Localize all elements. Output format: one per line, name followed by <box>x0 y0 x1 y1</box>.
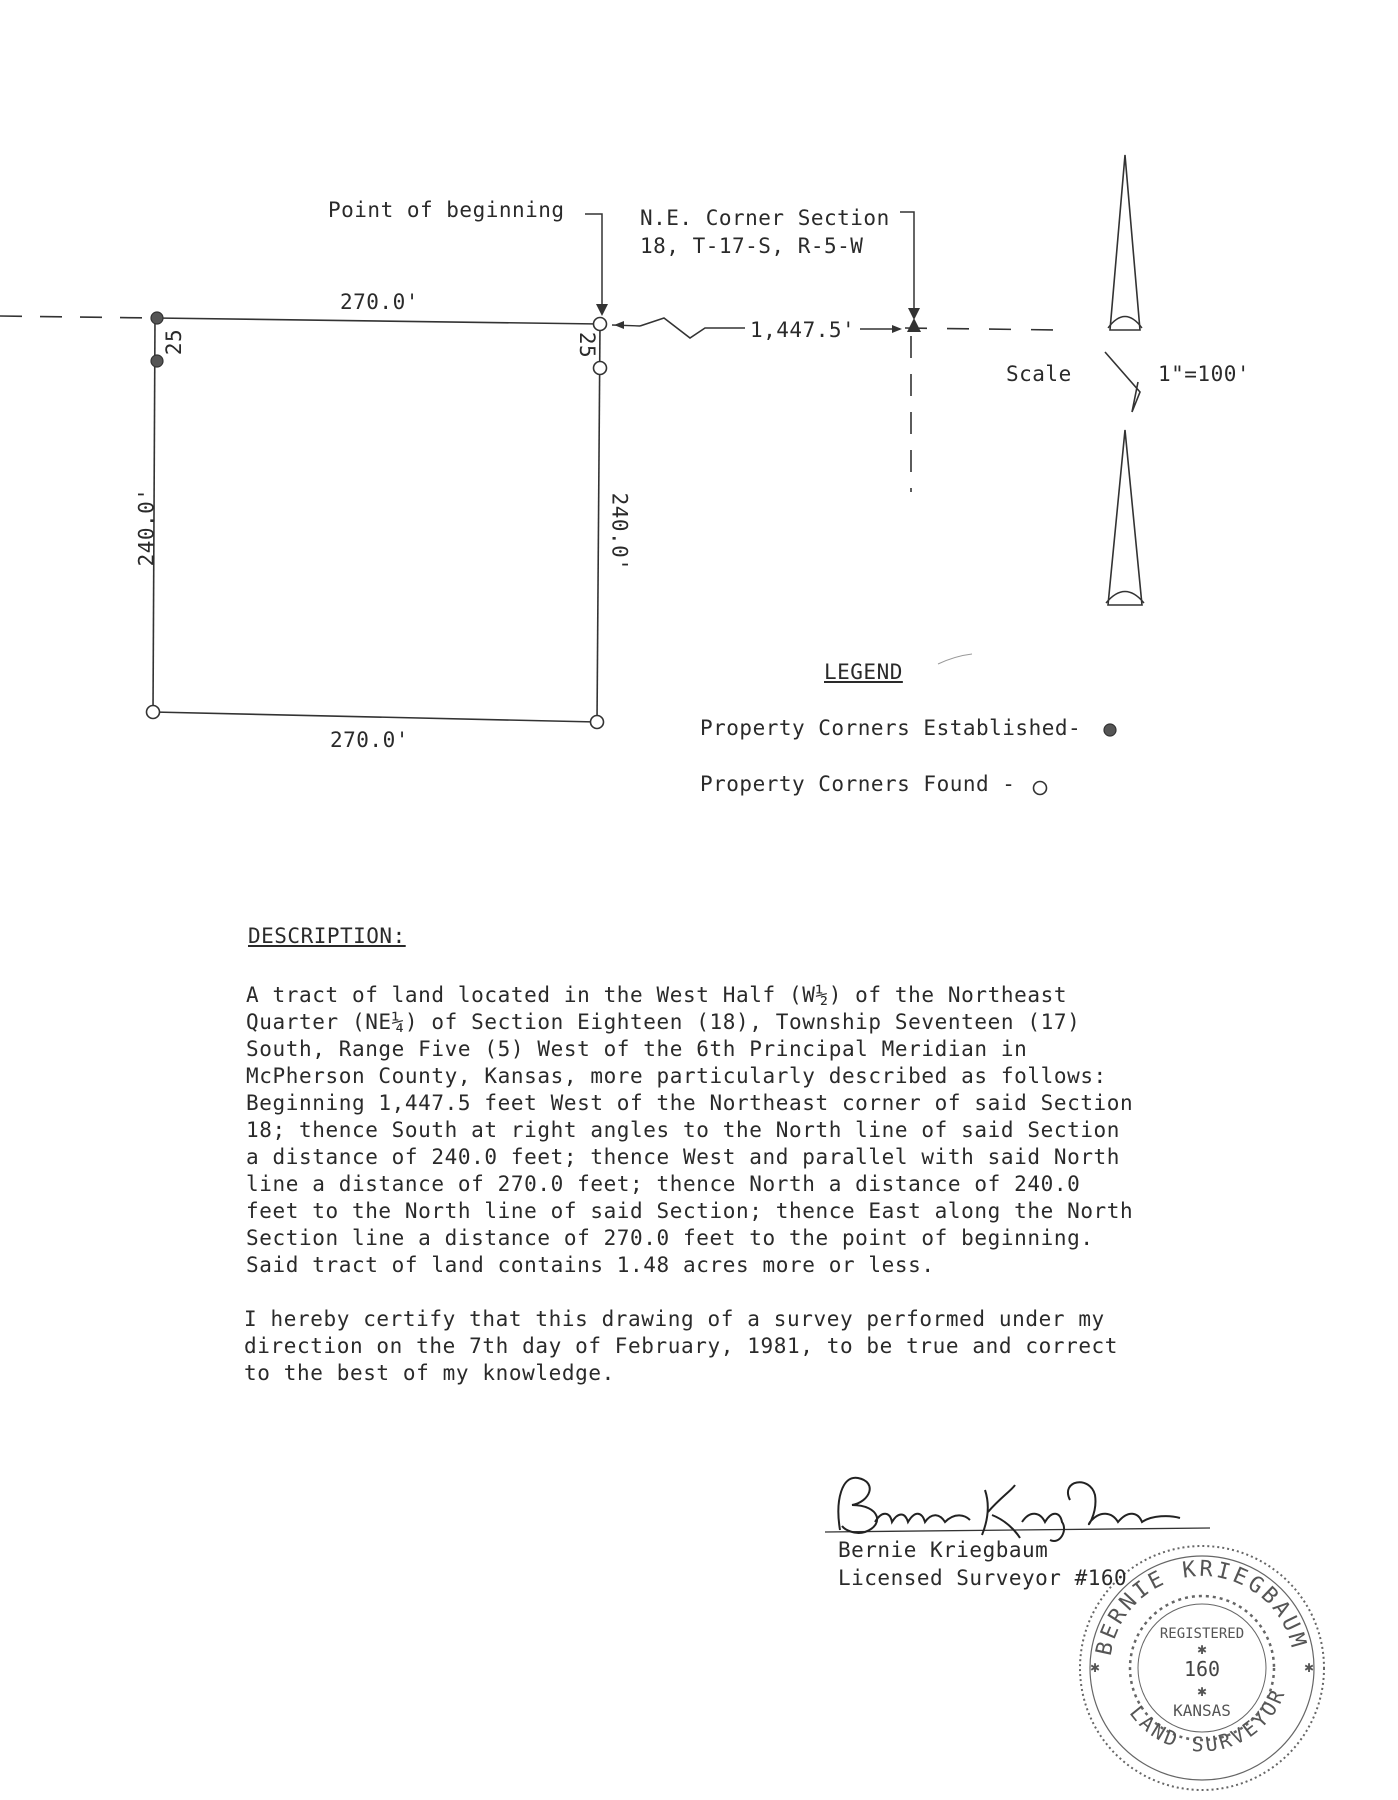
svg-text:✱: ✱ <box>1304 1661 1315 1675</box>
point-of-beginning-label: Point of beginning <box>328 198 565 222</box>
west-side-dimension: 240.0' <box>134 487 159 567</box>
svg-text:KANSAS: KANSAS <box>1173 1701 1231 1720</box>
ne-corner-label-line2: 18, T-17-S, R-5-W <box>640 234 864 258</box>
legend-stray-mark <box>938 654 972 664</box>
description-line: a distance of 240.0 feet; thence West and parallel with said North <box>246 1145 1121 1169</box>
surveyor-name: Bernie Kriegbaum <box>838 1538 1049 1562</box>
tie-distance-label: 1,447.5' <box>750 318 856 342</box>
certification-line: to the best of my knowledge. <box>244 1361 615 1385</box>
description-line: A tract of land located in the West Half (W½) of the Northeast <box>246 983 1068 1007</box>
description-heading: DESCRIPTION: <box>248 924 406 948</box>
svg-text:✱: ✱ <box>1196 1643 1208 1657</box>
corner-found-ne <box>594 318 607 331</box>
north-arrow-icon <box>1105 155 1144 605</box>
description-paragraph <box>246 982 1133 1279</box>
description-line: Quarter (NE¼) of Section Eighteen (18), Township Seventeen (17) <box>246 1010 1081 1034</box>
east-offset-dimension: 25 <box>575 331 600 359</box>
description-line: Said tract of land contains 1.48 acres more or less. <box>246 1253 935 1277</box>
tie-arrow-east <box>892 325 902 333</box>
legend-found-label: Property Corners Found - <box>700 772 1016 796</box>
svg-text:BERNIE KRIEGBAUM: BERNIE KRIEGBAUM <box>1091 1556 1312 1658</box>
certification-line: direction on the 7th day of February, 1981, to be true and correct <box>244 1334 1119 1358</box>
description-line: feet to the North line of said Section; thence East along the North <box>246 1199 1134 1223</box>
north-boundary <box>155 318 600 324</box>
description-line: line a distance of 270.0 feet; thence North a distance of 240.0 <box>246 1172 1081 1196</box>
ne-corner-leader <box>900 212 914 318</box>
svg-text:160: 160 <box>1183 1657 1221 1681</box>
section-line-west <box>0 316 155 318</box>
description-line: McPherson County, Kansas, more particularly described as follows: <box>246 1064 1107 1088</box>
signature-line <box>825 1528 1210 1532</box>
ne-section-corner-mark <box>907 318 921 332</box>
certification-paragraph <box>244 1306 1118 1387</box>
svg-text:LAND SURVEYOR: LAND SURVEYOR <box>1124 1683 1291 1757</box>
seal-text-group <box>1080 1546 1324 1790</box>
svg-text:REGISTERED: REGISTERED <box>1159 1626 1245 1642</box>
svg-text:✱: ✱ <box>1090 1661 1101 1675</box>
corner-found-se <box>591 716 604 729</box>
corner-established-w-offset <box>151 355 163 367</box>
north-side-dimension: 270.0' <box>340 290 419 314</box>
legend-established-symbol <box>1104 724 1116 736</box>
legend-established-label: Property Corners Established- <box>700 716 1082 740</box>
description-line: Beginning 1,447.5 feet West of the Northeast corner of said Section <box>246 1091 1134 1115</box>
pob-arrowhead <box>596 304 608 316</box>
pob-leader <box>585 214 602 312</box>
description-line: South, Range Five (5) West of the 6th Principal Meridian in <box>246 1037 1028 1061</box>
corner-established-nw <box>151 312 163 324</box>
legend-found-symbol <box>1034 782 1047 795</box>
west-offset-dimension: 25 <box>162 328 187 356</box>
east-boundary <box>597 324 600 722</box>
description-line: 18; thence South at right angles to the North line of said Section <box>246 1118 1121 1142</box>
south-side-dimension: 270.0' <box>330 728 409 752</box>
scale-label: Scale <box>1006 362 1072 386</box>
certification-line: I hereby certify that this drawing of a survey performed under my <box>244 1307 1105 1331</box>
svg-text:✱: ✱ <box>1196 1685 1208 1699</box>
tie-arrow-west <box>614 321 624 329</box>
corner-found-e-offset <box>594 362 607 375</box>
tie-break-symbol <box>640 318 745 338</box>
legend-title: LEGEND <box>824 660 903 684</box>
section-line-east <box>905 328 1060 330</box>
east-side-dimension: 240.0' <box>607 492 632 572</box>
corner-found-sw <box>147 706 160 719</box>
south-boundary <box>153 712 597 722</box>
description-line: Section line a distance of 270.0 feet to the point of beginning. <box>246 1226 1094 1250</box>
surveyor-title: Licensed Surveyor #160 <box>838 1566 1128 1590</box>
ne-corner-label-line1: N.E. Corner Section <box>640 206 890 230</box>
scale-value: 1"=100' <box>1158 362 1251 386</box>
